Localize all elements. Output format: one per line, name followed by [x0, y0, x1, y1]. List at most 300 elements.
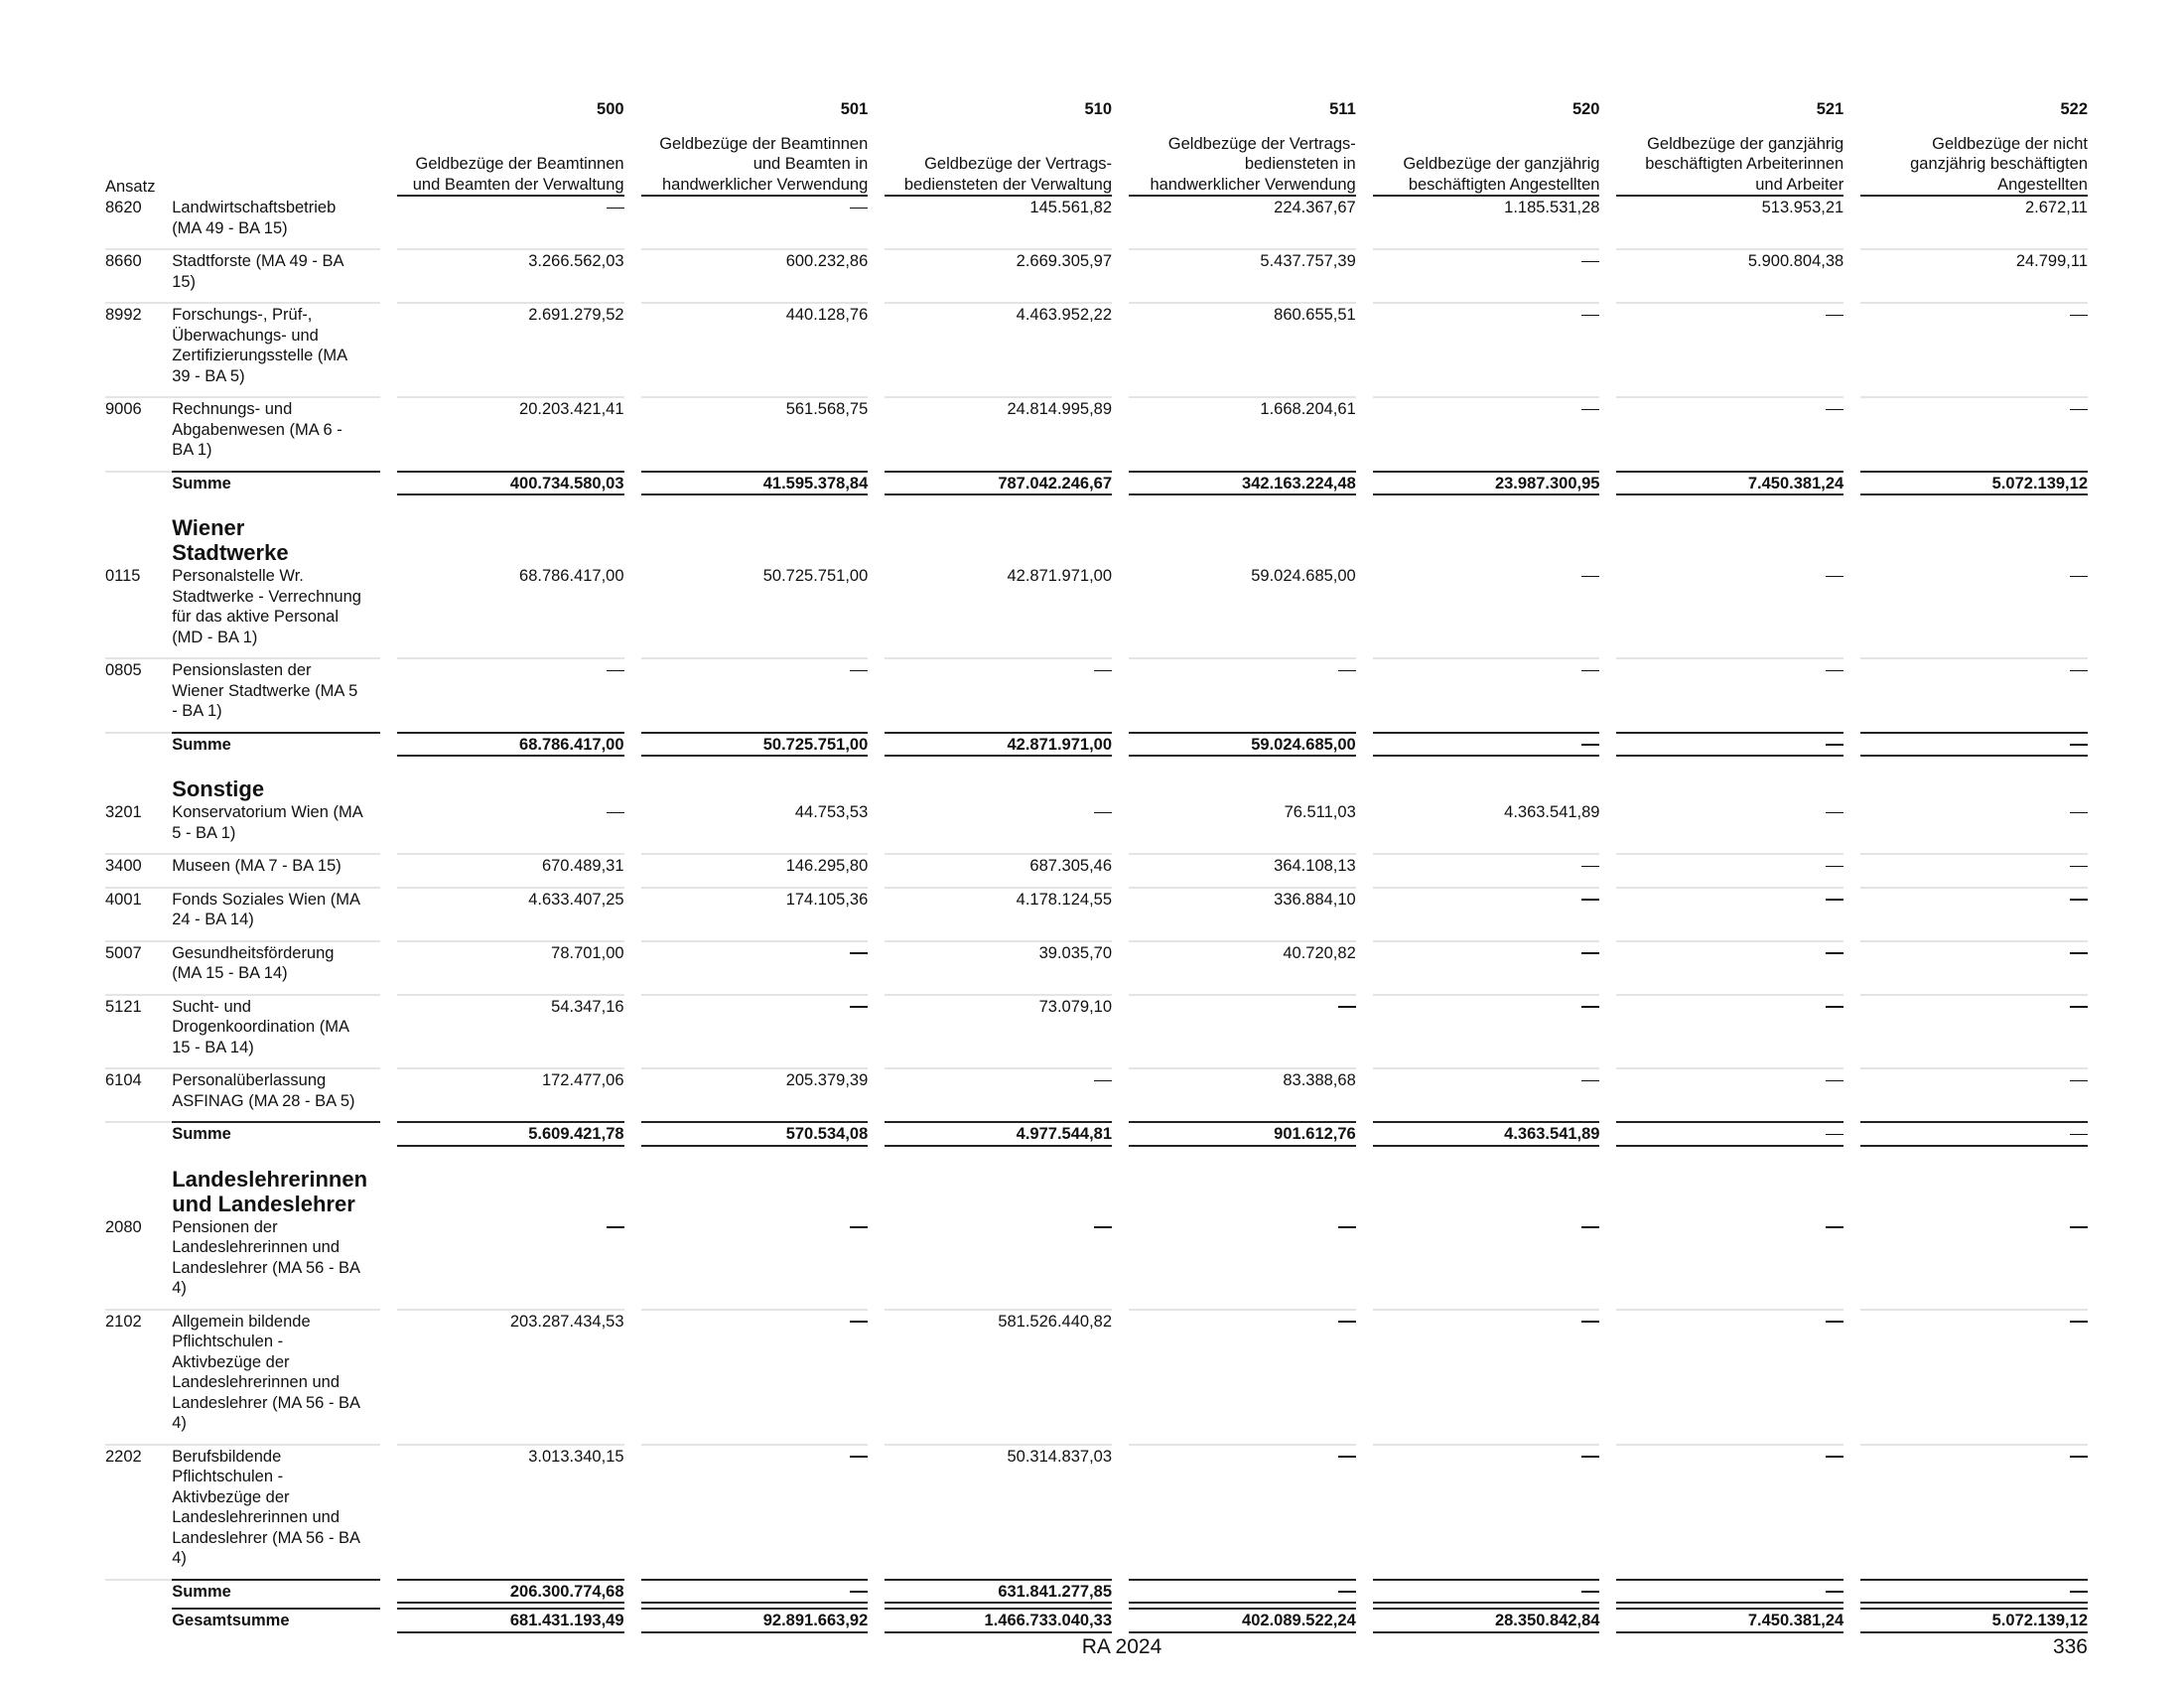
blank-cell [624, 761, 869, 801]
column-header-line: Geldbezüge der ganzjährig [1647, 134, 1844, 153]
value-text: 1.185.531,28 [1504, 199, 1600, 216]
value-cell-box [1129, 1309, 1356, 1333]
column-number-row [105, 99, 2088, 134]
empty-value-dash [1826, 1226, 1843, 1228]
column-header [1112, 134, 1356, 198]
value-text: 7.450.381,24 [1747, 1612, 1844, 1629]
value-text: 561.568,75 [785, 400, 869, 418]
row-label: Landwirtschaftsbetrieb (MA 49 - BA 15) [172, 199, 337, 237]
value-cell-box [1129, 471, 1356, 496]
value-cell [380, 1216, 624, 1309]
value-cell [1843, 197, 2088, 248]
column-header [380, 134, 624, 198]
value-cell [380, 887, 624, 940]
value-cell [1843, 248, 2088, 302]
empty-value-dash [2070, 1321, 2088, 1323]
value-cell [1356, 1216, 1600, 1309]
value-cell-box [1860, 1121, 2088, 1147]
value-cell-box [1616, 1579, 1843, 1605]
column-header-line: handwerklicher Verwendung [1150, 175, 1356, 194]
ansatz-code: 2102 [105, 1309, 172, 1444]
ansatz-code: 5007 [105, 940, 172, 994]
empty-value-dash [1581, 1226, 1599, 1228]
value-cell [1599, 302, 1843, 396]
value-cell-box [1616, 248, 1843, 272]
value-cell-box [1860, 1579, 2088, 1605]
empty-value-dash [1581, 1080, 1599, 1082]
value-cell [868, 1121, 1112, 1151]
value-cell [868, 197, 1112, 248]
table-row [105, 657, 2088, 732]
value-text: 570.534,08 [785, 1125, 869, 1143]
value-text: 687.305,46 [1029, 857, 1113, 875]
value-cell [1599, 657, 1843, 732]
value-cell [624, 1121, 869, 1151]
value-text: 2.691.279,52 [528, 306, 624, 324]
value-cell-box [1860, 994, 2088, 1018]
value-cell [1356, 396, 1600, 471]
empty-value-dash [1581, 1006, 1599, 1008]
empty-value-dash [2070, 1080, 2088, 1082]
value-cell-box [885, 887, 1112, 911]
row-label: Forschungs-, Prüf-, Überwachungs- und Zertifizierungsstelle (MA 39 - BA 5) [172, 302, 380, 396]
value-cell-box [1860, 732, 2088, 758]
blank-cell [105, 732, 172, 762]
value-cell-box [1860, 940, 2088, 964]
value-cell-box [397, 1579, 624, 1605]
value-cell [868, 1067, 1112, 1121]
value-cell [380, 565, 624, 657]
blank-cell [1112, 499, 1356, 565]
empty-value-dash [2070, 1006, 2088, 1008]
value-text: 342.163.224,48 [1242, 474, 1356, 492]
column-header-line: und Arbeiter [1755, 175, 1844, 194]
value-text: 440.128,76 [785, 306, 869, 324]
row-label: Stadtforste (MA 49 - BA 15) [172, 248, 380, 302]
value-cell-box [885, 853, 1112, 877]
blank-cell [380, 1151, 624, 1216]
value-text: 1.668.204,61 [1260, 400, 1356, 418]
value-cell [1356, 801, 1600, 853]
empty-value-dash [1338, 1591, 1356, 1593]
value-cell [1843, 1067, 2088, 1121]
value-cell [624, 732, 869, 762]
value-cell [624, 1216, 869, 1309]
value-cell [1843, 1309, 2088, 1444]
empty-value-dash [1826, 866, 1843, 868]
empty-value-dash [1581, 576, 1599, 578]
value-cell-box [1616, 1067, 1843, 1091]
value-cell [1599, 1608, 1843, 1637]
column-header-line: bediensteten in [1244, 155, 1356, 173]
value-cell-box [641, 565, 869, 587]
value-text: 3.013.340,15 [528, 1447, 624, 1466]
value-cell [1112, 732, 1356, 762]
column-number [868, 99, 1112, 134]
value-cell [1356, 940, 1600, 994]
value-cell-box [1373, 396, 1600, 420]
value-cell-box [885, 302, 1112, 326]
row-label: Personalstelle Wr. Stadtwerke - Verrechnung für das aktive Personal (MD - BA 1) [172, 567, 361, 646]
value-cell-box [1860, 1067, 2088, 1091]
empty-value-dash [2070, 670, 2088, 672]
value-text: 901.612,76 [1274, 1125, 1356, 1143]
value-cell [1599, 853, 1843, 887]
value-cell-box [1129, 302, 1356, 326]
value-cell [380, 1121, 624, 1151]
blank-cell [105, 471, 172, 500]
value-text: 68.786.417,00 [519, 735, 624, 754]
value-cell [624, 801, 869, 853]
empty-value-dash [607, 1226, 624, 1228]
value-cell-box [1373, 994, 1600, 1018]
value-cell-box [397, 396, 624, 420]
value-cell [624, 1309, 869, 1444]
empty-value-dash [850, 952, 868, 954]
empty-value-dash [1581, 670, 1599, 672]
value-cell-box [1616, 1444, 1843, 1468]
empty-value-dash [1338, 670, 1356, 672]
row-label: Pensionen der Landeslehrerinnen und Landeslehrer (MA 56 - BA 4) [172, 1217, 360, 1297]
blank-cell [1356, 1151, 1600, 1216]
value-cell-box [885, 396, 1112, 420]
column-header-line: Geldbezüge der Beamtinnen [415, 155, 624, 173]
value-cell-box [885, 471, 1112, 496]
value-cell-box [1860, 471, 2088, 496]
empty-value-dash [2070, 1134, 2088, 1136]
value-cell [380, 1608, 624, 1637]
value-cell-box [1129, 887, 1356, 911]
value-cell [1112, 801, 1356, 853]
sum-label: Summe [172, 471, 380, 500]
value-cell-box [1860, 1444, 2088, 1468]
empty-value-dash [850, 1006, 868, 1008]
empty-value-dash [1581, 866, 1599, 868]
value-cell [1843, 732, 2088, 762]
value-text: 44.753,53 [794, 803, 869, 821]
empty-value-dash [1826, 952, 1843, 954]
value-cell-box [1616, 887, 1843, 911]
column-header [1356, 134, 1600, 198]
value-cell-box [1373, 565, 1600, 587]
value-cell [624, 1579, 869, 1609]
blank-cell [1599, 499, 1843, 565]
value-cell [1112, 887, 1356, 940]
value-cell [1599, 1121, 1843, 1151]
value-cell-box [885, 1579, 1112, 1605]
empty-value-dash [1826, 812, 1843, 814]
empty-value-dash [1338, 1321, 1356, 1323]
empty-value-dash [1338, 1456, 1356, 1458]
value-cell-box [1860, 197, 2088, 218]
sum-row [105, 1121, 2088, 1151]
row-label: Allgemein bildende Pflichtschulen - Aktivbezüge der Landeslehrerinnen und Landeslehrer (MA 56 - BA 4) [172, 1309, 380, 1444]
sum-row [105, 1579, 2088, 1609]
value-cell-box [641, 994, 869, 1018]
blank-cell [105, 99, 172, 134]
empty-value-dash [1581, 744, 1599, 746]
column-header [1843, 134, 2088, 198]
value-cell-box [885, 1444, 1112, 1468]
table-row [105, 887, 2088, 940]
value-cell [624, 1067, 869, 1121]
value-cell [380, 657, 624, 732]
value-text: 41.595.378,84 [762, 474, 869, 492]
blank-cell [1356, 761, 1600, 801]
value-cell [1599, 471, 1843, 500]
value-cell-box [1373, 657, 1600, 681]
value-cell [868, 801, 1112, 853]
value-cell-box [397, 565, 624, 587]
column-header-line: beschäftigten Arbeiterinnen [1645, 155, 1844, 173]
value-cell [1599, 1309, 1843, 1444]
value-cell [624, 994, 869, 1068]
value-cell [624, 197, 869, 248]
value-cell [1599, 1216, 1843, 1309]
value-text: 5.900.804,38 [1747, 252, 1844, 270]
row-label: Sucht- und Drogenkoordination (MA 15 - BA 14) [172, 994, 380, 1068]
value-text: 174.105,36 [785, 890, 869, 909]
value-cell [1599, 1067, 1843, 1121]
value-cell-box [1129, 248, 1356, 272]
column-header [868, 134, 1112, 198]
value-cell-box [885, 248, 1112, 272]
blank-cell [105, 499, 172, 565]
value-cell-box [397, 1608, 624, 1633]
value-cell-box [1129, 1608, 1356, 1633]
table-row [105, 302, 2088, 396]
row-label: Berufsbildende Pflichtschulen - Aktivbezüge der Landeslehrerinnen und Landeslehrer (MA 56 - BA 4) [172, 1444, 380, 1579]
value-cell-box [1373, 887, 1600, 911]
value-cell [868, 1216, 1112, 1309]
value-text: 83.388,68 [1283, 1071, 1356, 1089]
value-cell-box [1860, 565, 2088, 587]
ansatz-code: 9006 [105, 396, 172, 471]
ansatz-code: 8620 [105, 199, 142, 216]
empty-value-dash [607, 208, 624, 210]
table-row [105, 565, 2088, 657]
table-row [105, 853, 2088, 887]
value-cell-box [1373, 248, 1600, 272]
value-cell [868, 471, 1112, 500]
value-text: 42.871.971,00 [1007, 567, 1113, 585]
value-text: 203.287.434,53 [509, 1312, 624, 1331]
value-cell-box [641, 248, 869, 272]
empty-value-dash [850, 208, 868, 210]
value-cell-box [885, 940, 1112, 964]
value-cell-box [397, 853, 624, 877]
empty-value-dash [1826, 576, 1843, 578]
value-cell [1112, 940, 1356, 994]
value-cell-box [1373, 1067, 1600, 1091]
value-cell-box [1616, 732, 1843, 758]
value-cell-box [397, 801, 624, 823]
table-row [105, 248, 2088, 302]
value-text: 4.633.407,25 [528, 890, 624, 909]
column-header-label [1860, 134, 2088, 198]
value-cell-box [641, 657, 869, 681]
row-label: Gesundheitsförderung (MA 15 - BA 14) [172, 940, 380, 994]
value-text: 5.437.757,39 [1260, 252, 1356, 270]
ansatz-code: 2080 [105, 1217, 142, 1236]
value-cell-box [641, 853, 869, 877]
value-cell-box [1616, 1309, 1843, 1333]
empty-value-dash [850, 1456, 868, 1458]
value-cell-box [641, 801, 869, 823]
value-cell [624, 248, 869, 302]
value-cell-box [397, 1067, 624, 1091]
value-cell [868, 302, 1112, 396]
value-cell-box [885, 197, 1112, 218]
value-cell-box [397, 940, 624, 964]
value-cell [624, 657, 869, 732]
sum-label: Summe [172, 1121, 380, 1151]
empty-value-dash [1826, 1134, 1843, 1136]
table-row [105, 940, 2088, 994]
value-cell [1356, 853, 1600, 887]
value-cell-box [1129, 1121, 1356, 1147]
blank-cell [105, 1121, 172, 1151]
row-label: Museen (MA 7 - BA 15) [172, 853, 380, 887]
value-text: 4.463.952,22 [1016, 306, 1113, 324]
value-cell-box [1129, 657, 1356, 681]
column-header-line: ganzjährig beschäftigten [1910, 155, 2088, 173]
value-cell-box [397, 1121, 624, 1147]
ansatz-code: 0805 [105, 657, 172, 732]
value-cell [1356, 1309, 1600, 1444]
value-text: 2.672,11 [2024, 199, 2088, 216]
ansatz-code: 4001 [105, 887, 172, 940]
value-cell [1112, 1216, 1356, 1309]
blank-cell [105, 1151, 172, 1216]
value-cell-box [641, 396, 869, 420]
empty-value-dash [607, 670, 624, 672]
value-cell-box [1616, 565, 1843, 587]
value-cell [1112, 1067, 1356, 1121]
value-cell-box [1860, 657, 2088, 681]
value-cell-box [641, 1608, 869, 1633]
empty-value-dash [1581, 1591, 1599, 1593]
value-cell [380, 853, 624, 887]
value-cell-box [1373, 940, 1600, 964]
value-text: 73.079,10 [1038, 997, 1113, 1016]
value-text: 4.178.124,55 [1016, 890, 1113, 909]
value-text: 364.108,13 [1274, 857, 1356, 875]
value-cell-box [1129, 853, 1356, 877]
value-cell-box [641, 197, 869, 218]
value-cell [624, 940, 869, 994]
value-cell [868, 1579, 1112, 1609]
value-cell-box [1860, 1216, 2088, 1238]
table-row [105, 1309, 2088, 1444]
value-text: 92.891.663,92 [762, 1612, 869, 1629]
value-cell-box [1616, 1216, 1843, 1238]
column-number [1599, 99, 1843, 134]
value-cell [1599, 1444, 1843, 1579]
value-cell-box [397, 1309, 624, 1333]
value-cell [1356, 657, 1600, 732]
blank-cell [172, 99, 380, 134]
section-header-row [105, 761, 2088, 801]
value-cell [1843, 396, 2088, 471]
empty-value-dash [2070, 315, 2088, 317]
empty-value-dash [2070, 744, 2088, 746]
value-text: 787.042.246,67 [998, 474, 1113, 492]
value-cell [868, 1608, 1112, 1637]
empty-value-dash [1581, 315, 1599, 317]
row-label: Fonds Soziales Wien (MA 24 - BA 14) [172, 887, 380, 940]
value-cell-box [641, 1444, 869, 1468]
value-cell [380, 1444, 624, 1579]
value-cell-box [397, 471, 624, 496]
value-cell [1356, 732, 1600, 762]
value-cell [868, 396, 1112, 471]
section-title: Sonstige [172, 776, 265, 801]
empty-value-dash [2070, 409, 2088, 411]
empty-value-dash [2070, 812, 2088, 814]
value-cell [380, 801, 624, 853]
value-text: 50.725.751,00 [762, 567, 869, 585]
column-header-label [885, 154, 1112, 197]
row-label: Konservatorium Wien (MA 5 - BA 1) [172, 803, 362, 842]
value-cell [380, 197, 624, 248]
value-cell-box [1860, 248, 2088, 272]
value-cell [1843, 801, 2088, 853]
empty-value-dash [2070, 576, 2088, 578]
value-cell [1356, 994, 1600, 1068]
value-text: 76.511,03 [1284, 803, 1356, 821]
value-cell-box [1860, 302, 2088, 326]
column-number-text: 521 [1816, 100, 1844, 118]
table-row [105, 396, 2088, 471]
value-cell [868, 1309, 1112, 1444]
ansatz-code: 8992 [105, 302, 172, 396]
value-cell-box [1373, 197, 1600, 218]
empty-value-dash [1826, 744, 1843, 746]
value-cell-box [1860, 801, 2088, 823]
value-cell [380, 994, 624, 1068]
value-cell-box [1373, 801, 1600, 823]
value-cell-box [885, 565, 1112, 587]
blank-cell [624, 1151, 869, 1216]
value-cell-box [1616, 396, 1843, 420]
column-header-label [1129, 134, 1356, 198]
value-text: 1.466.733.040,33 [984, 1612, 1113, 1629]
value-cell-box [1373, 1121, 1600, 1147]
empty-value-dash [1094, 1226, 1112, 1228]
value-cell [1112, 565, 1356, 657]
value-cell [868, 994, 1112, 1068]
empty-value-dash [1094, 670, 1112, 672]
value-cell [1843, 1444, 2088, 1579]
column-header-label [1373, 154, 1600, 197]
value-cell [1112, 1608, 1356, 1637]
blank-cell [868, 499, 1112, 565]
value-cell-box [1129, 732, 1356, 758]
section-header-row [105, 1151, 2088, 1216]
value-cell [1599, 994, 1843, 1068]
value-text: 146.295,80 [785, 857, 869, 875]
column-header-line: bediensteten der Verwaltung [903, 175, 1113, 194]
ansatz-code: 2202 [105, 1444, 172, 1579]
empty-value-dash [1094, 812, 1112, 814]
value-text: 39.035,70 [1038, 943, 1113, 962]
value-cell [624, 302, 869, 396]
value-cell [1112, 248, 1356, 302]
value-cell-box [1373, 471, 1600, 496]
value-cell [868, 732, 1112, 762]
column-header-line: handwerklicher Verwendung [661, 175, 869, 194]
